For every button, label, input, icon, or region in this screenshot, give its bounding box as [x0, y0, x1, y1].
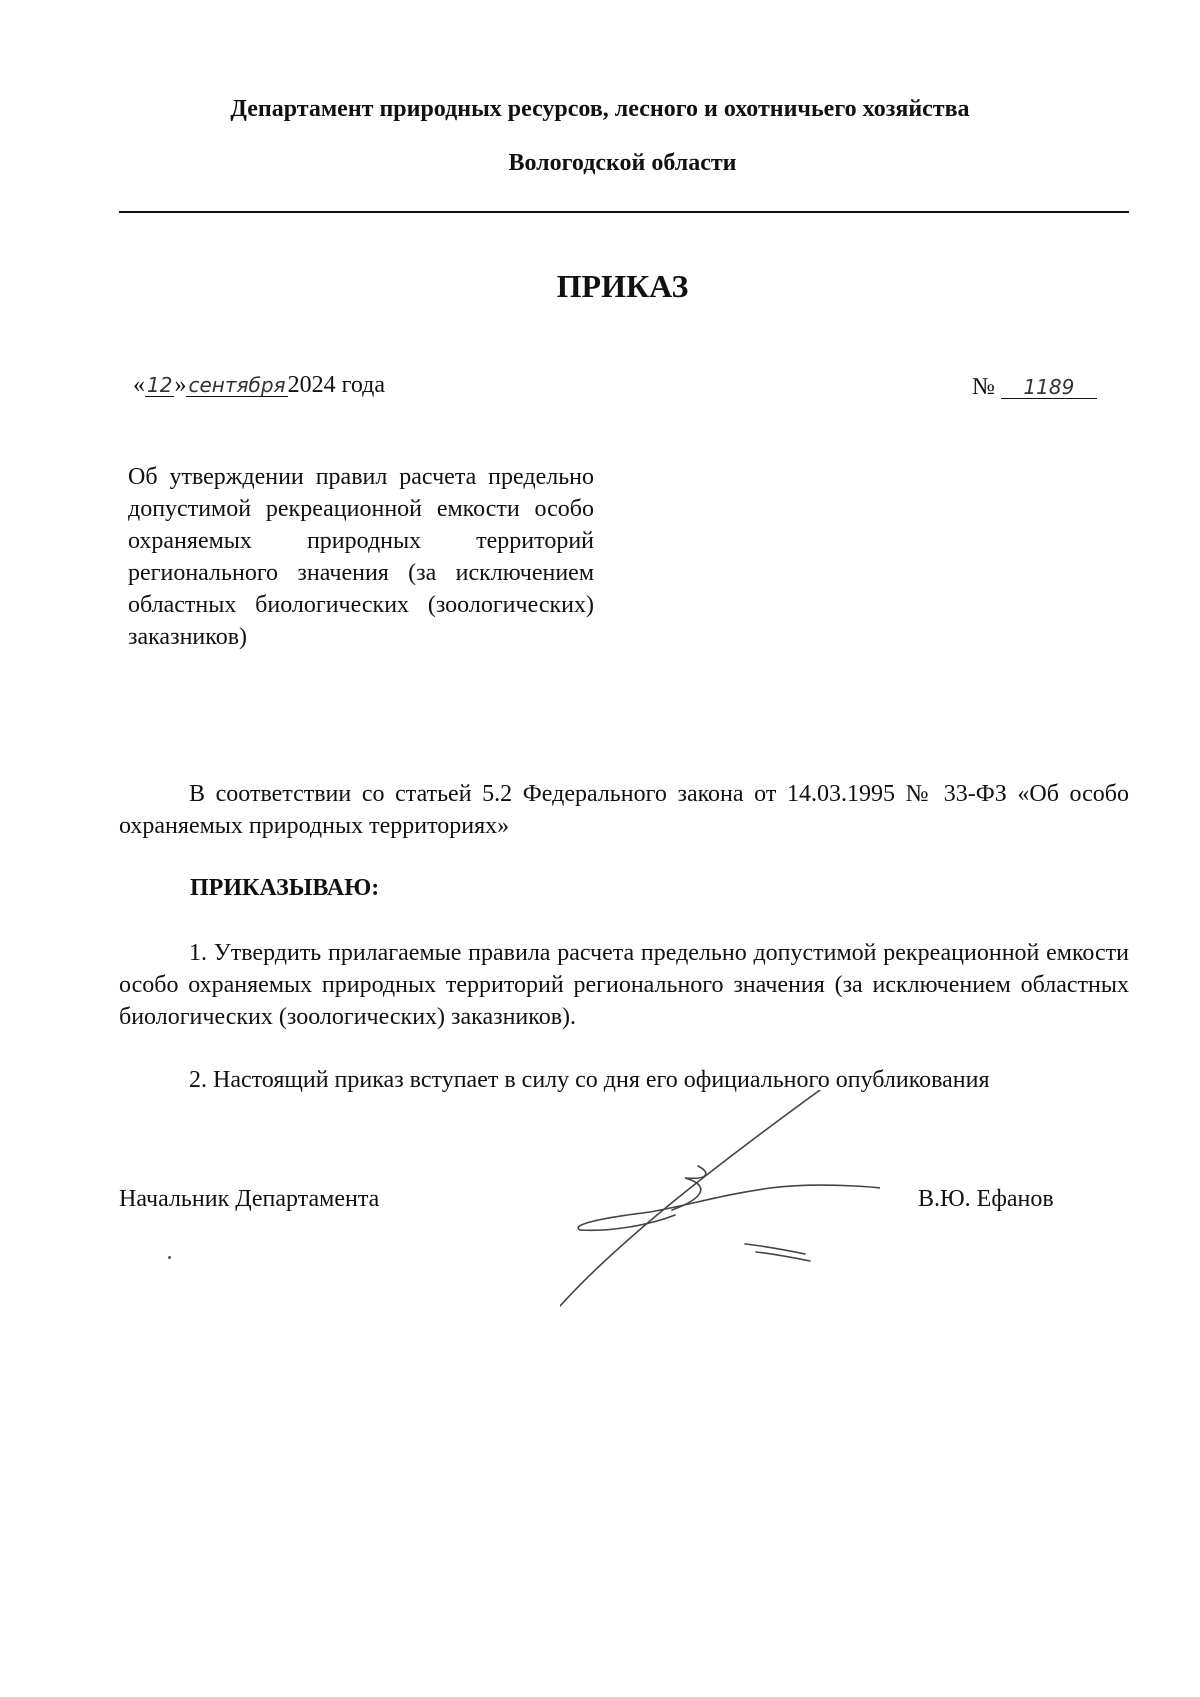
order-date [133, 372, 385, 399]
number-label: № [972, 374, 995, 400]
document-title: ПРИКАЗ [556, 268, 689, 304]
handwritten-signature [560, 1090, 880, 1320]
number-value: 1189 [1001, 377, 1097, 399]
date-day: 12 [147, 373, 173, 397]
org-name-line2: Вологодской области [508, 150, 737, 176]
order-item-1: 1. Утвердить прилагаемые правила расчета предельно допустимой рекреационной емкости особо охраняемых природных территорий регионального значения (за исключением областных биологических (зоологических) заказников). [119, 940, 1129, 1030]
org-name-line1: Департамент природных ресурсов, лесного и охотничьего хозяйства [230, 96, 970, 122]
order-subject: Об утверждении правил расчета предельно допустимой рекреационной емкости особо охраняемых природных территорий регионального значения (за исключением областных биологических (зоологических) заказников) [128, 464, 594, 650]
preamble: В соответствии со статьей 5.2 Федерального закона от 14.03.1995 № 33-ФЗ «Об особо охраняемых природных территориях» [119, 781, 1129, 839]
date-close-quote: » [174, 372, 187, 398]
header-divider [119, 211, 1129, 213]
order-word: ПРИКАЗЫВАЮ: [190, 875, 380, 901]
signatory-position: Начальник Департамента [119, 1186, 380, 1212]
order-number [972, 374, 1097, 401]
scan-speck [168, 1256, 171, 1259]
date-open-quote: « [133, 372, 145, 398]
date-month: сентября [188, 373, 286, 397]
date-year: 2024 года [287, 372, 385, 398]
signatory-name: В.Ю. Ефанов [918, 1186, 1054, 1212]
order-item-2: 2. Настоящий приказ вступает в силу со дня его официального опубликования [189, 1067, 990, 1093]
